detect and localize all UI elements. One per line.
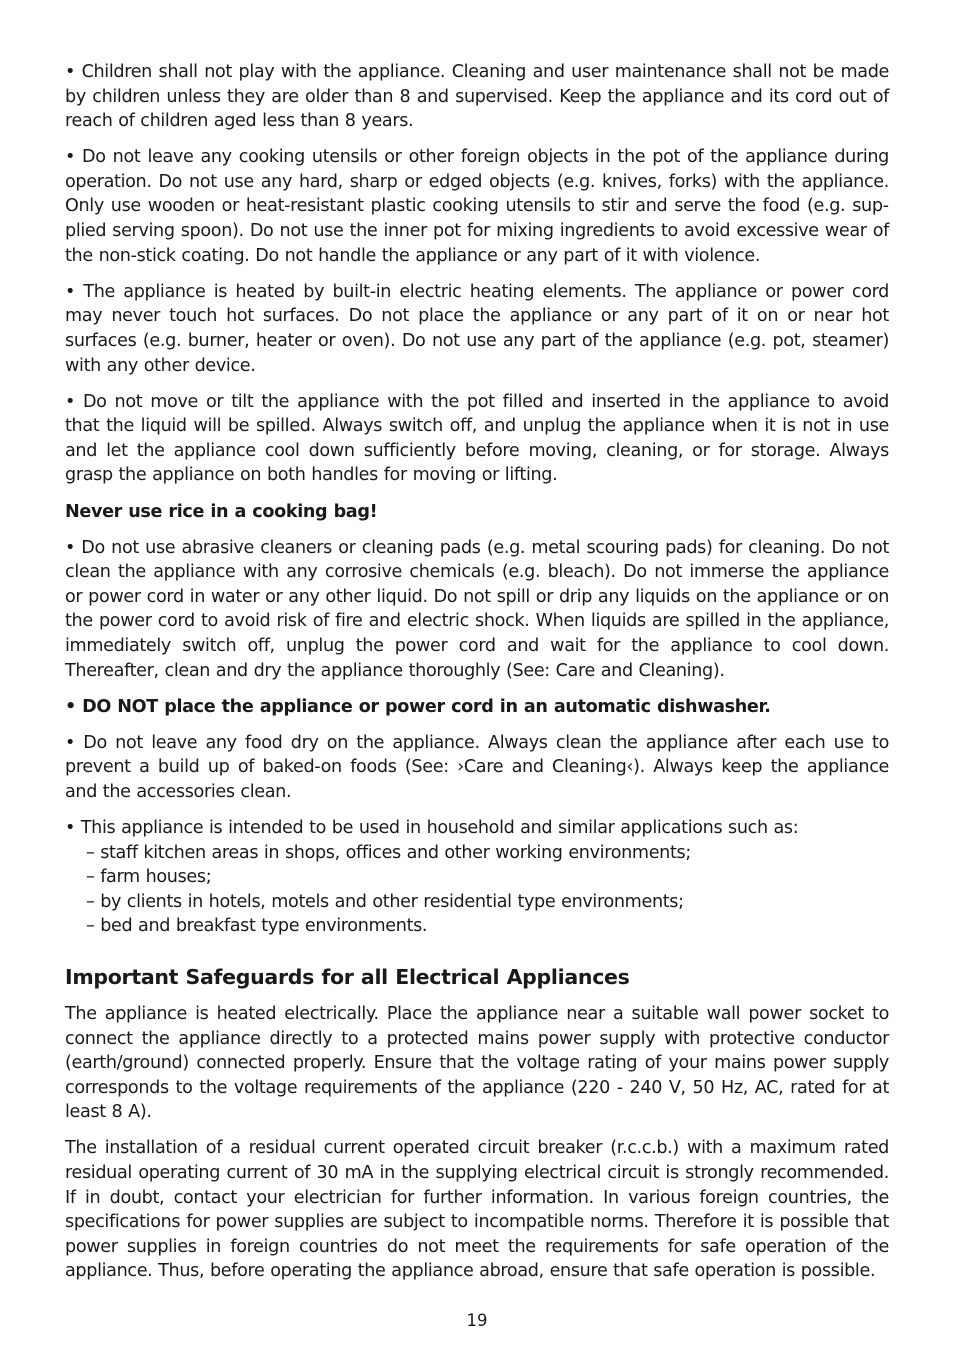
- household-intro: • This appliance is intended to be used in household and similar applications such as:: [65, 818, 799, 839]
- warning-rice: Never use rice in a cooking bag!: [65, 501, 378, 522]
- paragraph-power-supply: The appliance is heated electrically. Place the appliance near a suitable wall power socket to connect the appliance directly to a protected mains power supply with protective conductor (earth/ground) connected properly. Ensure that the voltage rating of your mains power supply corresponds to the voltage requirements of the appliance (220 - 240 V, 50 Hz, AC, rated for at least 8 A).: [65, 1004, 889, 1123]
- paragraph-food: • Do not leave any food dry on the appliance. Always clean the appliance after each use to prevent a build up of baked-on foods (See: ›Care and Cleaning‹). Always keep the appliance and the accessories clean.: [65, 732, 889, 802]
- document-page: [65, 60, 889, 1296]
- paragraph-cleaning: • Do not use abrasive cleaners or cleaning pads (e.g. metal scouring pads) for cleaning. Do not clean the appliance with any corrosive chemicals (e.g. bleach). Do not immerse the appliance or power cord in water or any other liquid. Do not spill or drip any liquids on the appliance or on the power cord to avoid risk of fire and electric shock. When liquids are spilled in the appliance, immediately switch off, unplug the power cord and wait for the appliance to cool down. Thereafter, clean and dry the appliance thoroughly (See: Care and Cleaning).: [65, 537, 889, 681]
- warning-dishwasher: • DO NOT place the appliance or power cord in an automatic dishwasher.: [65, 696, 771, 717]
- paragraph-utensils: • Do not leave any cooking utensils or other foreign objects in the pot of the appliance during operation. Do not use any hard, sharp or edged objects (e.g. knives, forks) with the appliance. Only use wooden or heat-resistant plastic cooking utensils to stir and serve the food (e.g. supplied serving spoon). Do not use the inner pot for mixing ingredients to avoid excessive wear of the non-stick coating. Do not handle the appliance or any part of it with violence.: [65, 147, 889, 266]
- list-item: – staff kitchen areas in shops, offices and other working environments;: [86, 842, 691, 863]
- list-item: – farm houses;: [86, 867, 212, 888]
- paragraph-rccb: The installation of a residual current operated circuit breaker (r.c.c.b.) with a maximum rated residual operating current of 30 mA in the supplying electrical circuit is strongly recommended. If in doubt, contact your electrician for further information. In various foreign countries, the specifications for power supplies are subject to incompatible norms. Therefore it is possible that power supplies in foreign countries do not meet the requirements for safe operation of the appliance. Thus, before operating the appliance abroad, ensure that safe operation is possible.: [65, 1138, 889, 1282]
- paragraph-moving: • Do not move or tilt the appliance with the pot filled and inserted in the appliance to avoid that the liquid will be spilled. Always switch off, and unplug the appliance when it is not in use and let the appliance cool down sufficiently before moving, cleaning, or for storage. Always grasp the appliance on both handles for moving or lifting.: [65, 391, 889, 486]
- paragraph-heating: • The appliance is heated by built-in electric heating elements. The appliance or power cord may never touch hot surfaces. Do not place the appliance or any part of it on or near hot surfaces (e.g. burner, heater or oven). Do not use any part of the appliance (e.g. pot, steamer) with any other device.: [65, 281, 889, 376]
- list-item: – by clients in hotels, motels and other residential type environments;: [86, 891, 684, 912]
- section-heading: Important Safeguards for all Electrical Appliances: [65, 965, 630, 989]
- paragraph-children: • Children shall not play with the appliance. Cleaning and user maintenance shall not be made by children unless they are older than 8 and supervised. Keep the appliance and its cord out of reach of children aged less than 8 years.: [65, 62, 889, 132]
- page-number: 19: [466, 1311, 488, 1330]
- household-list: [65, 841, 889, 939]
- list-item: – bed and breakfast type environments.: [86, 916, 428, 937]
